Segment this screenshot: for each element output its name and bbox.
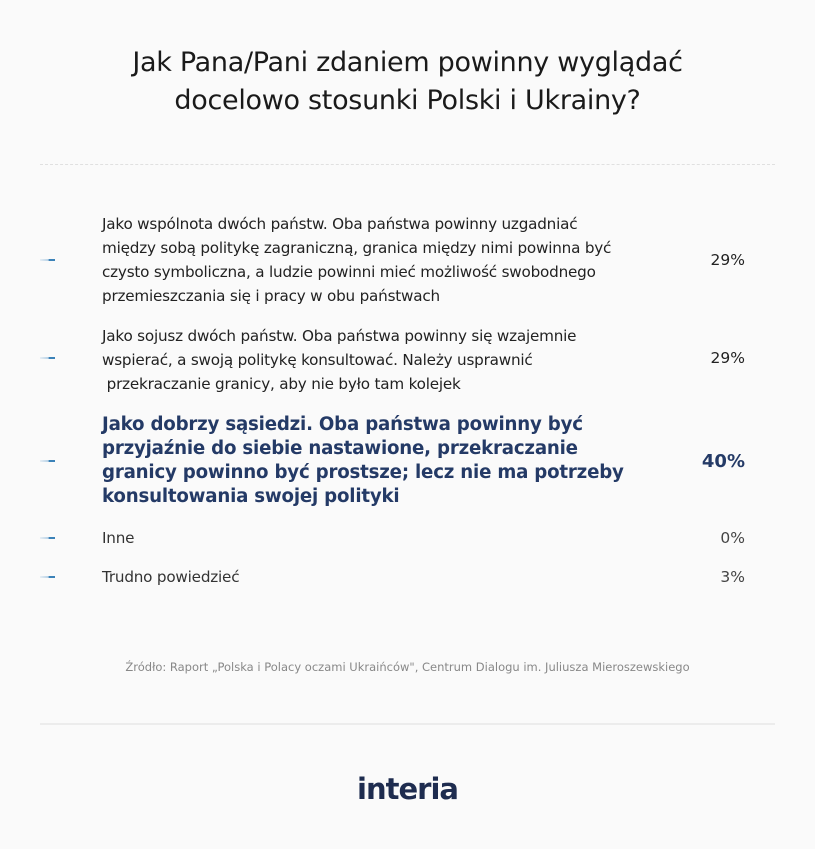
bullet-marker-icon (40, 259, 55, 261)
interia-logo: interia (357, 772, 458, 806)
answer-value: 3% (720, 568, 745, 586)
answer-label: Jako dobrzy sąsiedzi. Oba państwa powinny być przyjaźnie do siebie nastawione, przekraczanie granicy powinno być prostsze; lecz nie ma potrzeby konsultowania swojej polityki (102, 414, 624, 507)
source-note: Źródło: Raport „Polska i Polacy oczami Ukraińców", Centrum Dialogu im. Juliusza Mieroszewskiego (125, 660, 690, 674)
answer-value: 40% (701, 451, 745, 472)
title-line-1: Jak Pana/Pani zdaniem powinny wyglądać (132, 47, 683, 78)
bullet-marker-icon (40, 357, 55, 359)
list-item (0, 565, 815, 589)
list-item (0, 210, 815, 310)
answer-label: Jako wspólnota dwóch państw. Oba państwa powinny uzgadniać między sobą politykę zagraniczną, granica między nimi powinna być czysto symboliczna, a ludzie powinni mieć możliwość swobodnego przemieszczania się i pracy w obu państwach (102, 215, 612, 305)
list-item (0, 324, 815, 399)
list-item (0, 526, 815, 550)
answer-label: Trudno powiedzieć (102, 568, 240, 586)
title-line-2: docelowo stosunki Polski i Ukrainy? (174, 85, 641, 116)
answer-value: 29% (710, 251, 745, 269)
bullet-marker-icon (40, 576, 55, 578)
answer-value: 0% (720, 529, 745, 547)
page-title (0, 44, 815, 120)
answer-label: Jako sojusz dwóch państw. Oba państwa powinny się wzajemnie wspierać, a swoją politykę konsultować. Należy usprawnić przekraczanie granicy, aby nie było tam kolejek (102, 327, 577, 393)
answer-value: 29% (710, 349, 745, 367)
answer-label: Inne (102, 529, 135, 547)
solid-divider (40, 723, 775, 725)
bullet-marker-icon (40, 460, 55, 462)
bullet-marker-icon (40, 537, 55, 539)
list-item-highlighted (0, 413, 815, 513)
dashed-divider (40, 164, 775, 165)
